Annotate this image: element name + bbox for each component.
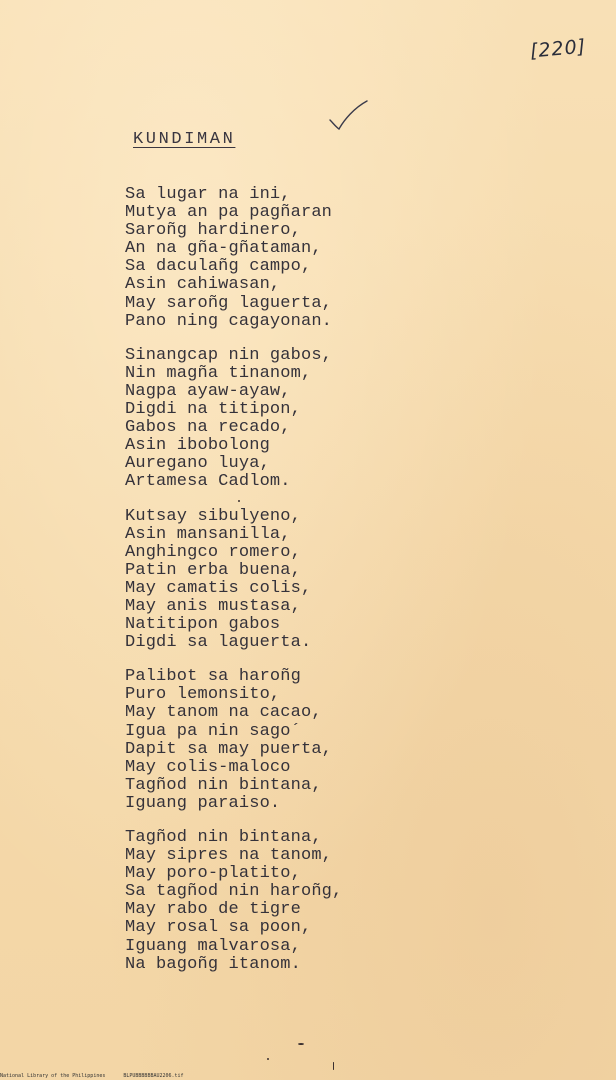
poem-line: Sa tagñod nin haroñg,: [125, 882, 343, 902]
poem-line: May sipres na tanom,: [125, 846, 333, 866]
poem-line: Nagpa ayaw-ayaw,: [125, 381, 291, 401]
stanza: [125, 668, 545, 813]
poem-line: Digdi na titipon,: [125, 400, 301, 420]
poem-line: Sa daculañg campo,: [125, 257, 312, 277]
poem-line: Tagñod nin bintana,: [125, 828, 322, 847]
poem-line: May colis-maloco: [125, 757, 291, 777]
poem-body: [125, 186, 545, 990]
page-number: [220]: [529, 35, 587, 63]
poem-line: Na bagoñg itanom.: [125, 954, 301, 974]
poem-line: Sa lugar na ini,: [125, 185, 291, 204]
checkmark-icon: [326, 98, 370, 134]
poem-line: Artamesa Cadlom.: [125, 472, 291, 492]
poem-line: Dapit sa may puerta,: [125, 739, 333, 759]
footer-file: BLPUBBBBBBAU2206.tif: [123, 1073, 184, 1079]
poem-line: Palibot sa haroñg: [125, 667, 301, 687]
poem-line: Asin ibobolong: [125, 436, 270, 456]
ink-speck: [267, 1058, 269, 1060]
poem-line: An na gña-gñataman,: [125, 239, 322, 259]
poem-line: May saroñg laguerta,: [125, 293, 333, 313]
poem-line: Asin mansanilla,: [125, 524, 291, 544]
poem-line: Pano ning cagayonan.: [125, 311, 333, 331]
stanza: [125, 347, 545, 492]
scan-footer: [0, 1073, 616, 1079]
poem-line: Nin magña tinanom,: [125, 363, 312, 383]
stanza: [125, 508, 545, 653]
poem-line: Puro lemonsito,: [125, 685, 281, 705]
poem-line: May tanom na cacao,: [125, 703, 322, 723]
poem-line: May poro-platito,: [125, 864, 301, 884]
poem-line: Kutsay sibulyeno,: [125, 506, 301, 526]
poem-line: May rosal sa poon,: [125, 918, 312, 938]
poem-line: Mutya an pa pagñaran: [125, 203, 333, 223]
stanza: [125, 186, 545, 331]
poem-line: Tagñod nin bintana,: [125, 775, 322, 795]
ink-speck: [298, 1043, 304, 1045]
poem-line: Asin cahiwasan,: [125, 275, 281, 295]
ink-speck: [333, 1062, 334, 1070]
poem-line: Iguang paraiso.: [125, 793, 281, 813]
footer-source: National Library of the Philippines: [0, 1073, 106, 1079]
poem-line: May camatis colis,: [125, 578, 312, 598]
poem-line: May rabo de tigre: [125, 900, 301, 920]
poem-line: Gabos na recado,: [125, 418, 291, 438]
poem-line: May anis mustasa,: [125, 596, 301, 616]
poem-line: Anghingco romero,: [125, 542, 301, 562]
poem-line: Saroñg hardinero,: [125, 221, 301, 241]
poem-line: Iguang malvarosa,: [125, 936, 301, 956]
ink-speck: [238, 500, 240, 502]
poem-line: Digdi sa laguerta.: [125, 633, 312, 653]
poem-line: Natitipon gabos: [125, 615, 281, 635]
poem-line: Auregano luya,: [125, 454, 270, 474]
poem-line: Igua pa nin sago´: [125, 721, 301, 741]
poem-line: Sinangcap nin gabos,: [125, 345, 333, 365]
poem-line: Patin erba buena,: [125, 560, 301, 580]
stanza: [125, 829, 545, 974]
poem-title: KUNDIMAN: [133, 130, 236, 149]
